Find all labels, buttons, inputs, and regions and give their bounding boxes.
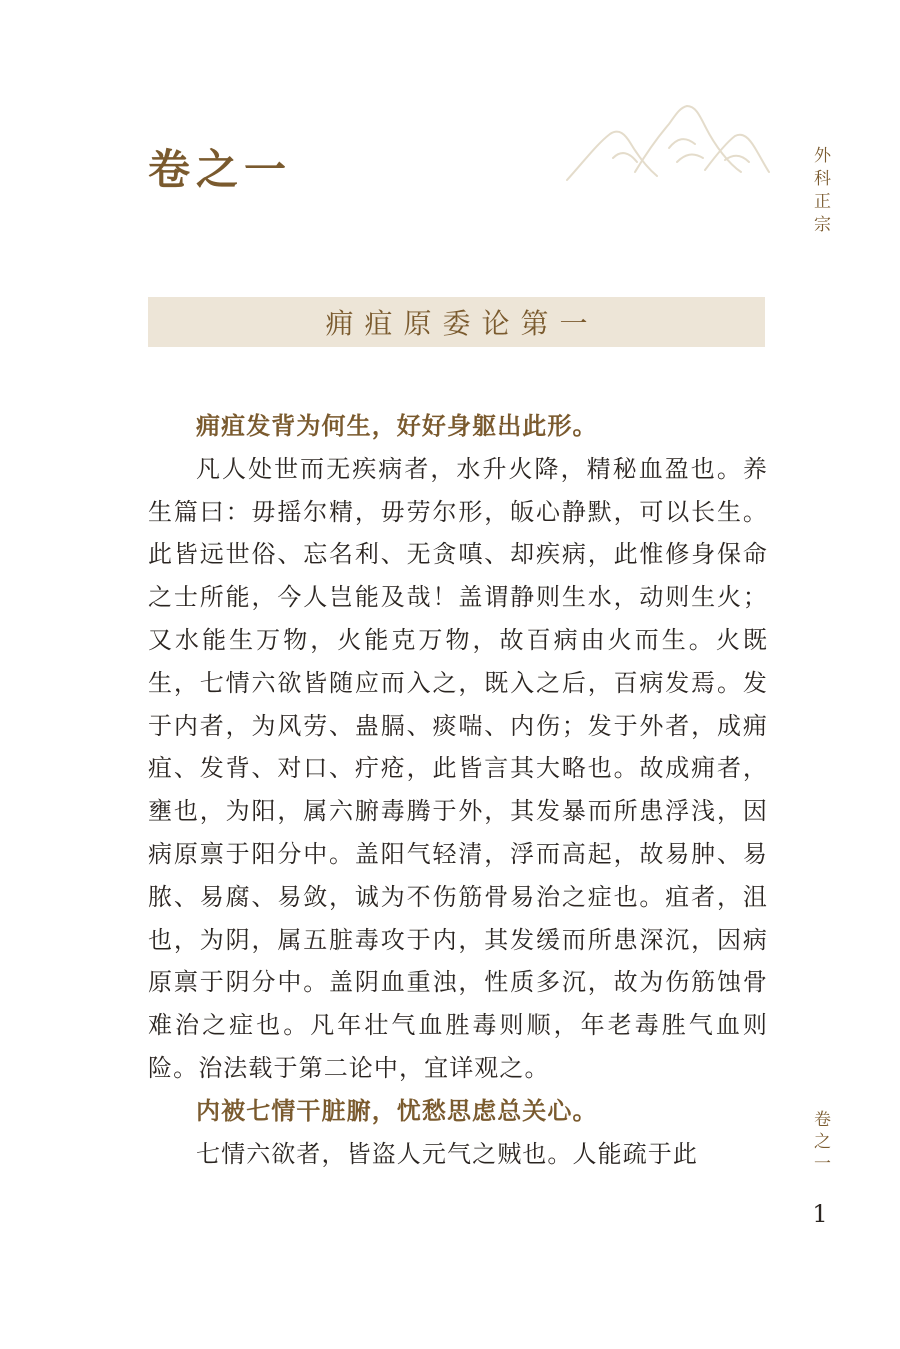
section-title-band <box>148 297 765 347</box>
page-number: 1 <box>812 1200 828 1228</box>
verse-line: 痈疽发背为何生，好好身躯出此形。 <box>196 411 598 440</box>
volume-title: 卷之一 <box>148 145 293 194</box>
side-chapter-label: 卷之一 <box>810 1110 830 1176</box>
verse-line: 内被七情干脏腑，忧愁思虑总关心。 <box>196 1095 598 1125</box>
commentary-paragraph: 凡人处世而无疾病者，水升火降，精秘血盈也。养生篇曰：毋摇尔精，毋劳尔形，皈心静默，可以长生。此皆远世俗、忘名利、无贪嗔、却疾病，此惟修身保命之士所能，今人岂能及哉！盖谓静则生水，动则生火；又水能生万物，火能克万物，故百病由火而生。火既生，七情六欲皆随应而入之，既入之后，百病发焉。发于内者，为风劳、蛊膈、痰喘、内伤；发于外者，成痈疽、发背、对口、疔疮，此皆言其大略也。故成痈者，壅也，为阳，属六腑毒腾于外，其发暴而所患浮浅，因病原禀于阳分中。盖阳气轻清，浮而高起，故易肿、易脓、易腐、易敛，诚为不伤筋骨易治之症也。疽者，沮也，为阴，属五脏毒攻于内，其发缓而所患深沉，因病原禀于阴分中。盖阴血重浊，性质多沉，故为伤筋蚀骨难治之症也。凡年壮气血胜毒则顺，年老毒胜气血则险。治法载于第二论中，宜详观之。 <box>148 454 768 1082</box>
commentary-paragraph: 七情六欲者，皆盗人元气之贼也。人能疏于此 <box>196 1139 698 1168</box>
section-title: 痈疽原委论第一 <box>325 307 599 340</box>
body-text <box>148 405 768 1175</box>
mountain-ornament-icon <box>565 100 770 190</box>
side-book-title: 外科正宗 <box>810 146 830 238</box>
